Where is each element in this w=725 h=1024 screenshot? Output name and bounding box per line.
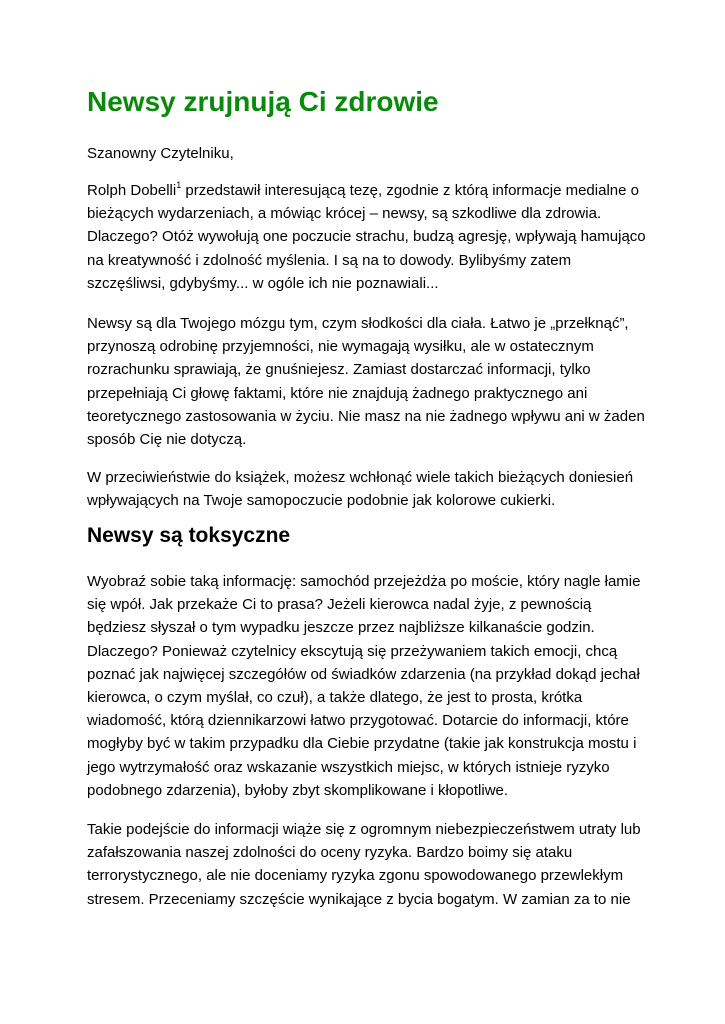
author-name: Rolph Dobelli xyxy=(87,182,177,199)
paragraph-risk xyxy=(87,818,641,911)
paragraph-line: Wyobraź sobie taką informację: samochód przejeżdża po moście, który nagle łamie xyxy=(87,573,641,590)
paragraph-line: Dlaczego? Ponieważ czytelnicy ekscytują się przeżywaniem takich emocji, chcą xyxy=(87,642,618,660)
paragraph-line: W przeciwieństwie do książek, możesz wchłonąć wiele takich bieżących doniesień xyxy=(87,469,634,486)
paragraph-line: kierowca, o czym myślał, co czuł), a także dlatego, że jest to prosta, krótka xyxy=(87,689,583,707)
paragraph-line: sposób Cię nie dotyczą. xyxy=(87,431,247,449)
paragraph-line: wpływających na Twoje samopoczucie podobnie jak kolorowe cukierki. xyxy=(87,492,556,510)
paragraph-line: Newsy są dla Twojego mózgu tym, czym słodkości dla ciała. Łatwo je „przełknąć”, xyxy=(87,315,629,332)
paragraph-line: poznać jak najwięcej szczegółów od świadków zdarzenia (na przykład dokąd jechał xyxy=(87,665,640,683)
paragraph-line: jego wytrzymałość oraz wskazanie wszystkich miejsc, w których istnieje ryzyko xyxy=(87,758,610,776)
document-title: Newsy zrujnują Ci zdrowie xyxy=(87,86,439,117)
paragraph-line: przepełniają Ci głowę faktami, które nie znajdują żadnego praktycznego ani xyxy=(87,384,588,402)
paragraph-line: Takie podejście do informacji wiąże się z ogromnym niebezpieczeństwem utraty lub xyxy=(87,821,641,838)
paragraph-books xyxy=(87,466,633,512)
paragraph-bridge xyxy=(87,570,640,802)
text-run: przedstawił interesującą tezę, zgodnie z którą informacje medialne o xyxy=(181,182,639,199)
paragraph-sweets xyxy=(87,312,645,451)
section-heading: Newsy są toksyczne xyxy=(87,524,291,547)
paragraph-line: rozrachunku sprawiają, że gnuśniejesz. Zamiast dostarczać informacji, tylko xyxy=(87,361,591,379)
greeting: Szanowny Czytelniku, xyxy=(87,145,234,162)
paragraph-line xyxy=(87,179,646,202)
paragraph-line: szczęśliwsi, gdybyśmy... w ogóle ich nie poznawiali... xyxy=(87,274,439,292)
paragraph-line: będziesz słyszał o tym wypadku jeszcze przez najbliższe kilkanaście godzin. xyxy=(87,619,595,637)
paragraph-line: zafałszowania naszej zdolności do oceny ryzyka. Bardzo boimy się ataku xyxy=(87,844,573,862)
footnote-reference[interactable]: 1 xyxy=(176,180,182,190)
paragraph-line: bieżących wydarzeniach, a mówiąc krócej – newsy, są szkodliwe dla zdrowia. xyxy=(87,205,602,223)
paragraph-intro xyxy=(87,179,646,295)
paragraph-line: terrorystycznego, ale nie doceniamy ryzyka zgonu spowodowanego przewlekłym xyxy=(87,867,624,885)
paragraph-line: Dlaczego? Otóż wywołują one poczucie strachu, budzą agresję, wpływają hamująco xyxy=(87,228,646,246)
paragraph-line: stresem. Przeceniamy szczęście wynikające z bycia bogatym. W zamian za to nie xyxy=(87,890,631,908)
paragraph-line: teoretycznego zastosowania w życiu. Nie masz na nie żadnego wpływu ani w żaden xyxy=(87,407,645,425)
paragraph-line: podobnego zdarzenia), byłoby zbyt skomplikowane i kłopotliwe. xyxy=(87,781,509,799)
paragraph-line: się wpół. Jak przekaże Ci to prasa? Jeżeli kierowca nadal żyje, z pewnością xyxy=(87,596,592,614)
paragraph-line: na kreatywność i zdolność myślenia. I są na to dowody. Bylibyśmy zatem xyxy=(87,251,572,269)
paragraph-line: mogłyby być w takim przypadku dla Ciebie przydatne (takie jak konstrukcja mostu i xyxy=(87,735,637,753)
paragraph-line: wiadomość, którą dziennikarzowi łatwo przygotować. Dotarcie do informacji, które xyxy=(87,712,629,730)
paragraph-line: przynoszą odrobinę przyjemności, nie wymagają wysiłku, ale w ostatecznym xyxy=(87,338,594,356)
